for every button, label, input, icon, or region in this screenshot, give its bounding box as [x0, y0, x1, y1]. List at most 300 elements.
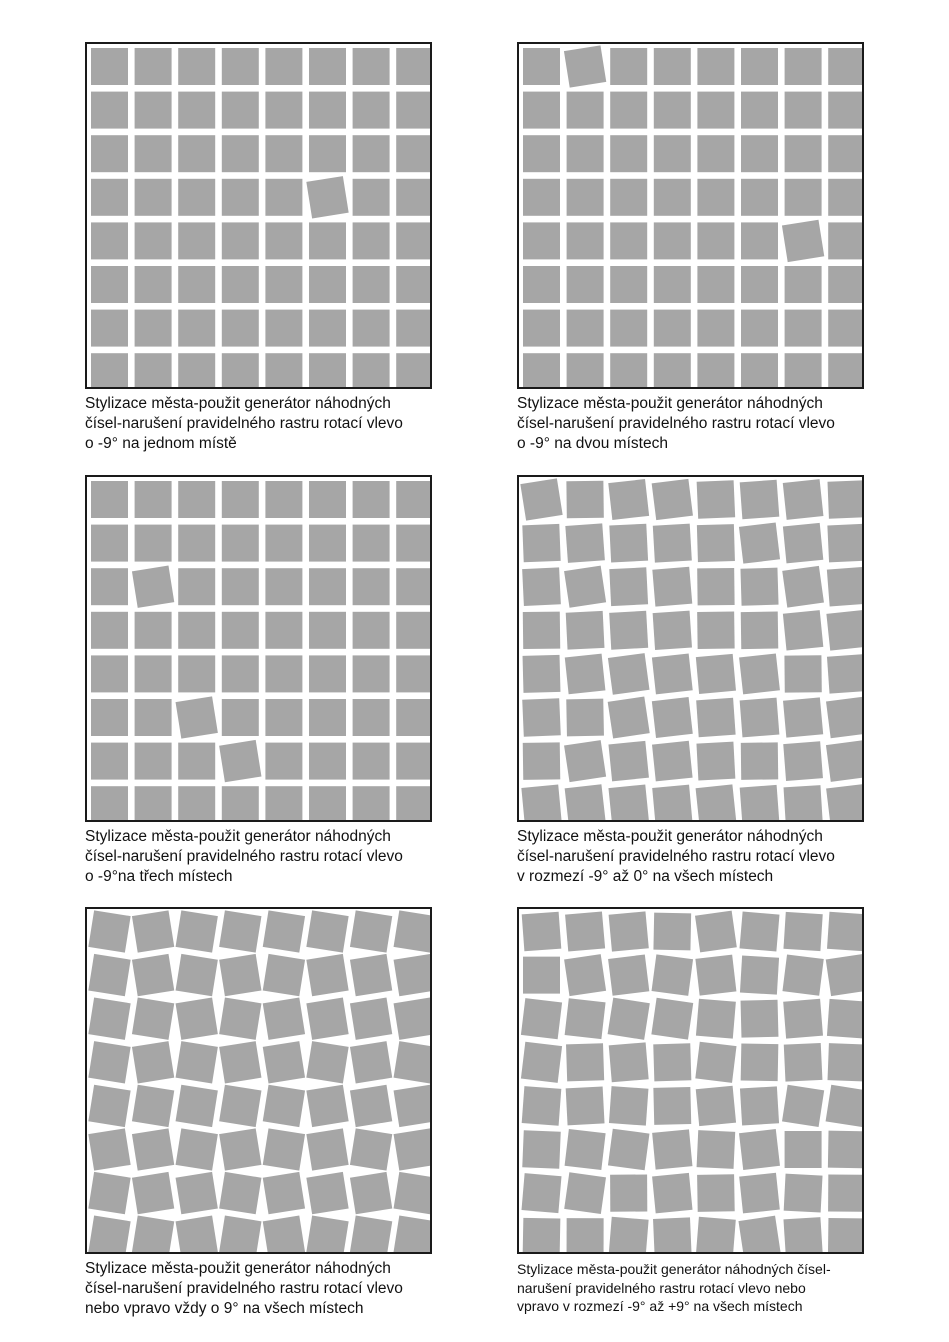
tile: [265, 743, 302, 780]
tile: [178, 48, 215, 85]
tile: [782, 220, 824, 262]
tile: [178, 222, 215, 259]
tile: [696, 1086, 736, 1126]
tile: [654, 353, 691, 389]
tile: [654, 179, 691, 216]
caption-line: Stylizace města-použit generátor náhodných: [517, 395, 823, 412]
tile: [784, 1043, 823, 1082]
tile: [306, 954, 348, 996]
tile: [350, 1085, 392, 1127]
tile: [696, 742, 735, 781]
tile: [219, 1216, 261, 1254]
tile: [88, 1085, 130, 1127]
tile: [91, 786, 128, 822]
tile: [785, 135, 822, 172]
caption: [517, 394, 877, 454]
tile: [653, 1217, 692, 1254]
tile: [396, 353, 432, 389]
tile: [265, 353, 302, 389]
caption-line: v rozmezí -9° až 0° na všech místech: [517, 868, 774, 885]
tile: [353, 655, 390, 692]
tile: [353, 481, 390, 518]
tile: [222, 353, 259, 389]
tile: [178, 481, 215, 518]
tile: [396, 48, 432, 85]
tile: [522, 1086, 562, 1126]
tile: [740, 785, 780, 822]
tile: [739, 523, 780, 564]
tile: [826, 610, 864, 651]
tile-grid: [519, 909, 864, 1254]
tile: [828, 222, 864, 259]
tile: [783, 912, 822, 951]
tile: [566, 1043, 604, 1081]
tile: [741, 612, 779, 650]
tile: [353, 353, 390, 389]
tile: [222, 481, 259, 518]
tile: [135, 92, 172, 129]
tile: [394, 998, 432, 1040]
tile: [609, 1086, 649, 1126]
tile: [222, 612, 259, 649]
tile: [353, 568, 390, 605]
tile: [783, 741, 823, 781]
caption: [517, 827, 877, 887]
tile: [394, 954, 432, 996]
tile: [353, 266, 390, 303]
tile: [88, 1041, 130, 1083]
tile: [567, 222, 604, 259]
tile: [828, 179, 864, 216]
tile: [396, 525, 432, 562]
tile: [88, 1172, 130, 1214]
tile: [91, 310, 128, 347]
tile: [88, 1216, 130, 1254]
tile: [610, 92, 647, 129]
tile: [784, 1174, 823, 1213]
tile: [135, 786, 172, 822]
tile: [609, 911, 649, 951]
tile: [697, 48, 734, 85]
tile: [91, 525, 128, 562]
tile: [564, 740, 606, 782]
tile: [353, 135, 390, 172]
tile: [827, 567, 864, 607]
tile: [697, 353, 734, 389]
tile: [135, 310, 172, 347]
tile: [653, 611, 692, 650]
tile: [91, 655, 128, 692]
tile: [654, 92, 691, 129]
tile: [306, 1041, 348, 1083]
tile: [178, 655, 215, 692]
tile: [739, 1173, 780, 1214]
tile: [564, 566, 606, 608]
tile: [394, 1041, 432, 1083]
tile: [135, 699, 172, 736]
tile: [309, 222, 346, 259]
tile: [697, 568, 734, 605]
tile: [219, 1041, 261, 1083]
tile: [782, 566, 824, 608]
tile: [176, 1085, 218, 1127]
tile: [306, 998, 348, 1040]
tile: [309, 655, 346, 692]
tile: [219, 998, 261, 1040]
tile: [265, 48, 302, 85]
tile: [608, 696, 650, 738]
tile: [222, 92, 259, 129]
tile: [353, 699, 390, 736]
tile: [610, 48, 647, 85]
tile: [135, 655, 172, 692]
grid-frame: [85, 907, 432, 1254]
tile: [697, 92, 734, 129]
tile: [652, 567, 692, 607]
tile: [827, 480, 864, 518]
tile: [135, 135, 172, 172]
tile: [609, 1217, 649, 1254]
tile: [696, 654, 736, 694]
tile: [135, 743, 172, 780]
tile: [88, 1128, 130, 1170]
tile: [739, 1129, 780, 1170]
tile: [653, 1087, 691, 1125]
tile: [219, 910, 261, 952]
tile: [828, 48, 864, 85]
tile: [265, 786, 302, 822]
tile: [696, 784, 737, 822]
tile: [609, 524, 648, 563]
tile: [263, 1041, 305, 1083]
tile: [88, 954, 130, 996]
tile: [353, 743, 390, 780]
tile: [610, 135, 647, 172]
tile: [91, 568, 128, 605]
tile: [567, 353, 604, 389]
caption-line: Stylizace města-použit generátor náhodných: [85, 828, 391, 845]
tile: [219, 954, 261, 996]
tile: [783, 999, 823, 1039]
tile: [394, 1128, 432, 1170]
tile: [309, 699, 346, 736]
tile: [828, 1043, 864, 1081]
tile: [178, 266, 215, 303]
tile: [178, 310, 215, 347]
tile: [740, 912, 780, 952]
tile: [741, 92, 778, 129]
tile: [653, 1043, 691, 1081]
tile: [306, 910, 348, 952]
tile: [828, 353, 864, 389]
tile: [652, 653, 693, 694]
tile: [523, 612, 560, 649]
grid-frame: [85, 475, 432, 822]
tile: [654, 222, 691, 259]
tile: [609, 1042, 649, 1082]
tile: [265, 310, 302, 347]
tile: [265, 655, 302, 692]
tile: [523, 957, 560, 994]
tile: [567, 266, 604, 303]
tile: [828, 1218, 864, 1254]
tile: [565, 784, 606, 822]
tile: [784, 785, 823, 822]
tile: [309, 266, 346, 303]
tile: [263, 1172, 305, 1214]
tile: [521, 998, 562, 1039]
tile: [741, 1043, 779, 1081]
tile: [784, 655, 821, 692]
tile: [350, 1216, 392, 1254]
tile: [651, 998, 693, 1040]
tile: [353, 525, 390, 562]
tile: [306, 1172, 348, 1214]
tile: [826, 784, 864, 822]
tile: [567, 1218, 604, 1254]
tile: [697, 222, 734, 259]
tile: [654, 135, 691, 172]
tile: [91, 743, 128, 780]
tile: [135, 525, 172, 562]
tile: [740, 568, 778, 606]
tile: [265, 135, 302, 172]
caption-line: čísel-narušení pravidelného rastru rotací vlevo: [517, 415, 835, 432]
tile: [565, 1129, 606, 1170]
caption: [85, 394, 445, 454]
tile: [523, 222, 560, 259]
tile: [350, 1172, 392, 1214]
tile: [394, 1216, 432, 1254]
tile: [91, 481, 128, 518]
tile: [608, 1129, 650, 1171]
tile: [564, 45, 606, 87]
caption-line: čísel-narušení pravidelného rastru rotací vlevo: [85, 415, 403, 432]
tile: [828, 92, 864, 129]
tile: [222, 699, 259, 736]
tile: [610, 310, 647, 347]
tile: [783, 697, 823, 737]
tile: [309, 612, 346, 649]
tile: [828, 135, 864, 172]
tile: [219, 1172, 261, 1214]
tile: [566, 481, 603, 518]
tile: [697, 1174, 735, 1212]
caption-line: čísel-narušení pravidelného rastru rotací vlevo: [517, 848, 835, 865]
caption-line: vpravo v rozmezí -9° až +9° na všech místech: [517, 1298, 803, 1314]
tile: [826, 954, 864, 996]
tile: [826, 697, 864, 738]
tile: [353, 612, 390, 649]
tile: [396, 655, 432, 692]
tile: [350, 998, 392, 1040]
tile: [783, 1217, 822, 1254]
tile: [178, 786, 215, 822]
tile: [697, 310, 734, 347]
tile: [222, 655, 259, 692]
tile: [135, 353, 172, 389]
tile: [263, 998, 305, 1040]
tile: [353, 310, 390, 347]
caption-line: Stylizace města-použit generátor náhodných: [85, 1260, 391, 1277]
tile: [135, 266, 172, 303]
tile: [695, 911, 737, 953]
tile: [785, 310, 822, 347]
tile: [353, 48, 390, 85]
tile: [523, 48, 560, 85]
tile: [176, 910, 218, 952]
tile: [91, 179, 128, 216]
tile: [652, 697, 693, 738]
tile: [783, 610, 823, 650]
tile: [695, 1042, 736, 1083]
tile: [91, 612, 128, 649]
tile: [394, 910, 432, 952]
grid-frame: [85, 42, 432, 389]
tile: [132, 1085, 174, 1127]
tile: [652, 741, 693, 782]
tile: [610, 222, 647, 259]
tile: [741, 48, 778, 85]
tile: [741, 353, 778, 389]
tile: [654, 310, 691, 347]
caption-line: Stylizace města-použit generátor náhodných: [85, 395, 391, 412]
tile: [565, 523, 605, 563]
tile-grid: [87, 477, 432, 822]
tile: [353, 222, 390, 259]
caption-line: o -9°na třech místech: [85, 868, 233, 885]
tile: [697, 524, 735, 562]
tile: [135, 222, 172, 259]
tile: [353, 786, 390, 822]
tile: [740, 698, 780, 738]
tile: [263, 954, 305, 996]
tile: [309, 568, 346, 605]
tile: [178, 179, 215, 216]
tile: [608, 741, 648, 781]
tile: [522, 524, 560, 562]
tile: [741, 266, 778, 303]
tile: [222, 135, 259, 172]
tile: [132, 954, 174, 996]
tile: [828, 1174, 864, 1211]
tile: [265, 179, 302, 216]
tile: [353, 92, 390, 129]
tile: [176, 1216, 218, 1254]
tile: [88, 910, 130, 952]
tile: [265, 266, 302, 303]
tile: [176, 954, 218, 996]
tile: [309, 353, 346, 389]
tile: [785, 179, 822, 216]
tile-grid: [519, 44, 864, 389]
tile: [520, 478, 562, 520]
tile: [567, 179, 604, 216]
tile: [697, 266, 734, 303]
tile: [132, 1216, 174, 1254]
tile: [309, 743, 346, 780]
tile: [306, 1128, 348, 1170]
tile: [306, 1085, 348, 1127]
tile: [739, 653, 780, 694]
tile: [309, 786, 346, 822]
tile: [827, 912, 864, 951]
tile: [652, 1173, 692, 1213]
tile: [132, 1172, 174, 1214]
tile: [653, 913, 691, 951]
tile: [91, 222, 128, 259]
tile: [828, 266, 864, 303]
tile: [132, 998, 174, 1040]
tile: [567, 310, 604, 347]
tile: [396, 786, 432, 822]
tile: [652, 785, 692, 822]
tile: [610, 1174, 647, 1211]
tile: [523, 742, 561, 780]
tile: [178, 568, 215, 605]
tile: [697, 135, 734, 172]
tile: [91, 699, 128, 736]
tile-grid: [519, 477, 864, 822]
tile: [610, 353, 647, 389]
tile: [176, 696, 218, 738]
tile: [783, 523, 823, 563]
tile: [566, 611, 605, 650]
tile: [521, 1173, 561, 1213]
tile: [265, 481, 302, 518]
tile: [132, 1041, 174, 1083]
tile: [696, 999, 736, 1039]
tile: [564, 1172, 606, 1214]
tile: [785, 353, 822, 389]
tile: [265, 92, 302, 129]
tile: [609, 567, 648, 606]
tile: [396, 310, 432, 347]
tile: [350, 954, 392, 996]
tile: [564, 954, 606, 996]
tile: [222, 310, 259, 347]
tile: [178, 612, 215, 649]
tile: [565, 911, 605, 951]
tile: [135, 48, 172, 85]
tile: [176, 998, 218, 1040]
tile: [826, 740, 864, 782]
tile: [396, 612, 432, 649]
tile: [396, 222, 432, 259]
tile: [309, 525, 346, 562]
tile: [176, 1172, 218, 1214]
caption-line: Stylizace města-použit generátor náhodných: [517, 828, 823, 845]
tile: [135, 612, 172, 649]
tile: [263, 1128, 305, 1170]
tile: [222, 786, 259, 822]
tile: [263, 910, 305, 952]
tile: [523, 353, 560, 389]
tile: [608, 998, 650, 1040]
tile: [523, 1218, 561, 1254]
tile: [741, 310, 778, 347]
tile: [135, 179, 172, 216]
tile: [783, 479, 824, 520]
caption-line: Stylizace města-použit generátor náhodných čísel-: [517, 1261, 831, 1277]
tile: [782, 1085, 824, 1127]
tile: [523, 266, 560, 303]
tile: [265, 525, 302, 562]
tile: [306, 176, 348, 218]
tile: [653, 524, 692, 563]
tile: [222, 568, 259, 605]
tile: [176, 1041, 218, 1083]
